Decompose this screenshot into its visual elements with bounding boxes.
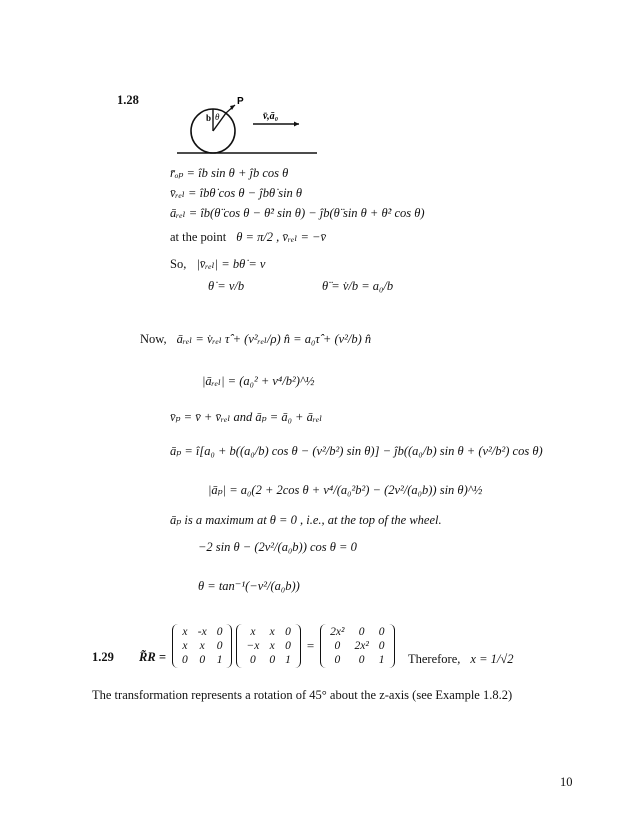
matrix-c-cell: 2x² (330, 626, 345, 638)
matrix-b-cell: −x (246, 640, 260, 652)
matrix-a-cell: x (199, 640, 205, 652)
eq-velocity: v̄ᵣₑₗ = îbθ̇ cos θ − ĵbθ̇ sin θ (170, 186, 303, 200)
matrix-b-cell: 1 (285, 654, 291, 666)
mag-arel-eq: |āᵣₑₗ| = (a₀² + v⁴/b²)^½ (202, 374, 315, 388)
matrix-b-cell: 0 (285, 626, 291, 638)
matrix-c-cell: 2x² (354, 640, 369, 652)
matrix-b-cell: x (269, 626, 275, 638)
problem-label-1-28: 1.28 (117, 93, 139, 107)
matrix-c-cell: 0 (378, 640, 385, 652)
theta-ddot-eq: θ̈ = v̇/b = a₀/b (322, 279, 394, 293)
matrix-c-cell: 0 (334, 640, 341, 652)
matrix-a-cell: 0 (182, 654, 188, 666)
theta-dot-eq: θ̇ = v/b (208, 279, 245, 293)
mag-ap-eq: |āₚ| = a₀(2 + 2cos θ + v⁴/(a₀²b²) − (2v²/(a₀b)) sin θ)^½ (208, 483, 483, 497)
vp-ap-eq: v̄ₚ = v̄ + v̄ᵣₑₗ and āₚ = ā₀ + āᵣₑₗ (170, 410, 323, 424)
matrix-b-cell: x (250, 626, 256, 638)
velocity-label: v̄,ā₀ (263, 111, 279, 122)
wheel-figure (175, 93, 320, 158)
matrix-c-cell: 0 (358, 626, 365, 638)
matrix-c (320, 624, 394, 668)
matrix-b (236, 624, 300, 668)
product-rr: R̃R = (139, 650, 166, 664)
now-text: Now, (140, 332, 167, 346)
matrix-b-cell: 0 (285, 640, 291, 652)
conclusion-text: The transformation represents a rotation of 45° about the z-axis (see Example 1.8.2) (92, 688, 513, 702)
matrix-a-cell: 0 (199, 654, 206, 666)
matrix-a-cell: x (182, 640, 188, 652)
so-math: |v̄ᵣₑₗ| = bθ̇ = v (196, 257, 266, 271)
matrix-b-cell: 0 (250, 654, 256, 666)
radius-b-label: b (206, 113, 212, 123)
matrix-equation: x -x 0 x x 0 0 0 1 x x 0 −x x 0 0 0 1 = 2x² 0 0 0 2x² 0 0 0 1 (172, 624, 395, 668)
matrix-a-cell: x (182, 626, 188, 638)
matrix-c-cell: 0 (334, 654, 341, 666)
matrix-a-cell: 1 (216, 654, 223, 666)
matrix-c-cell: 0 (358, 654, 365, 666)
matrix-b-cell: x (269, 640, 275, 652)
maximum-statement: āₚ is a maximum at θ = 0 , i.e., at the top of the wheel. (170, 513, 442, 527)
problem-label-1-29: 1.29 (92, 650, 114, 664)
theta-solution-eq: θ = tan⁻¹(−v²/(a₀b)) (198, 579, 300, 593)
matrix-c-cell: 1 (378, 654, 385, 666)
velocity-arrow-head (294, 122, 299, 127)
page-number: 10 (560, 775, 573, 789)
eq-position: r̄ₒₚ = îb sin θ + ĵb cos θ (170, 166, 289, 180)
matrix-c-cell: 0 (378, 626, 385, 638)
angle-theta-label: θ (215, 112, 220, 122)
matrix-a-cell: 0 (216, 640, 223, 652)
matrix-a-cell: 0 (216, 626, 223, 638)
x-value-eq: x = 1/√2 (470, 652, 514, 666)
matrix-b-cell: 0 (269, 654, 276, 666)
matrix-a (172, 624, 232, 668)
eq-acceleration: āᵣₑₗ = îb(θ̈ cos θ − θ̇² sin θ) − ĵb(θ̈ sin θ + θ̇² cos θ) (170, 206, 425, 220)
therefore-text: Therefore, (408, 652, 461, 666)
so-text: So, (170, 257, 187, 271)
at-point-text: at the point (170, 230, 227, 244)
at-point-math: θ = π/2 , v̄ᵣₑₗ = −v̄ (236, 230, 327, 244)
derivative-eq: −2 sin θ − (2v²/(a₀b)) cos θ = 0 (198, 540, 357, 554)
matrix-a-cell: -x (197, 626, 207, 638)
ap-vector-eq: āₚ = î[a₀ + b((a₀/b) cos θ − (v²/b²) sin θ)] − ĵb((a₀/b) sin θ + (v²/b²) cos θ) (170, 444, 543, 458)
point-p-label: P (237, 96, 244, 107)
now-math: āᵣₑₗ = v̇ᵣₑₗ τ̂ + (v²ᵣₑₗ/ρ) n̂ = a₀τ̂ + (v²/b) n̂ (176, 332, 372, 346)
